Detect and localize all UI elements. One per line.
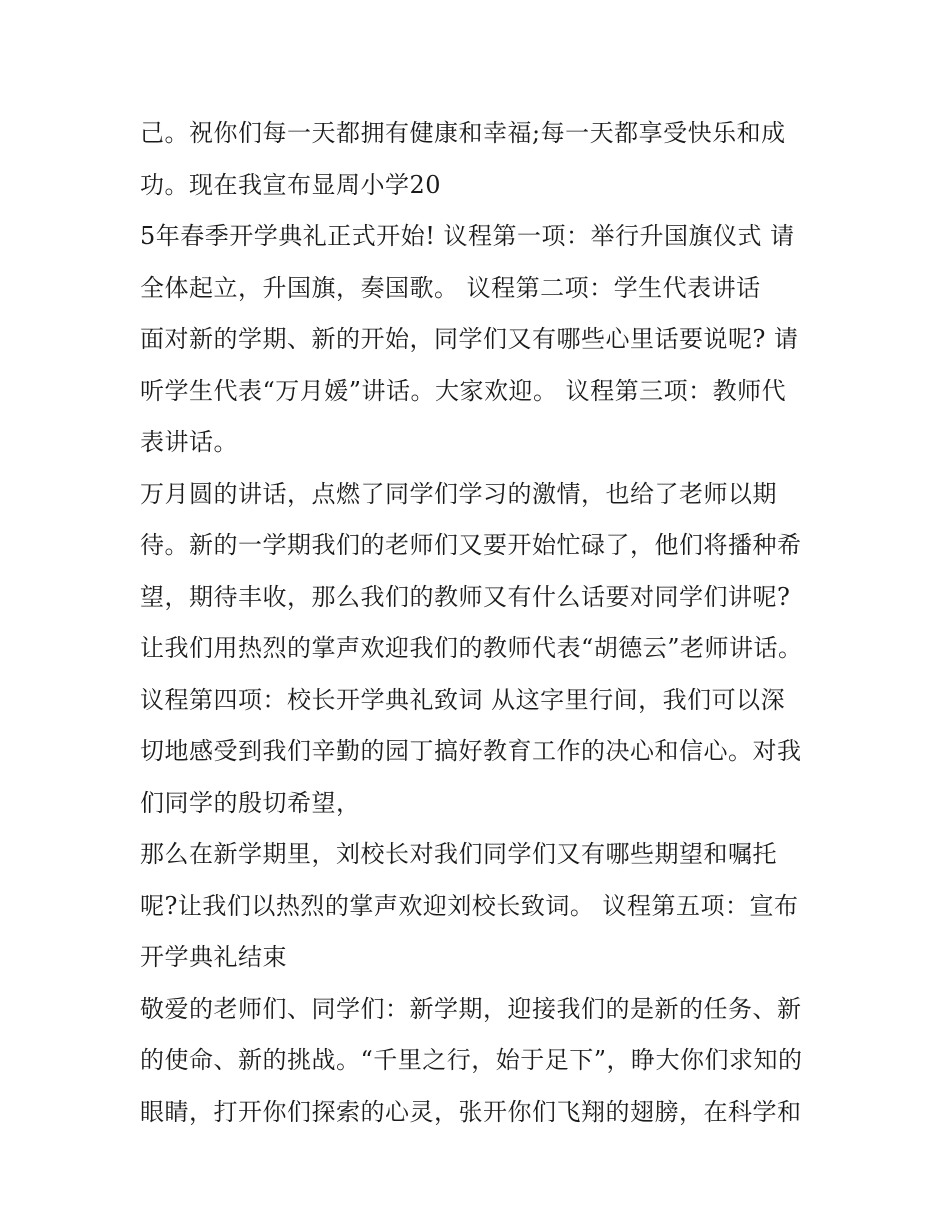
- text-line: 5年春季开学典礼正式开始! 议程第一项：举行升国旗仪式 请: [140, 222, 795, 250]
- text-line: 切地感受到我们辛勤的园丁搞好教育工作的决心和信心。对我: [140, 737, 802, 765]
- text-line: 让我们用热烈的掌声欢迎我们的教师代表“胡德云”老师讲话。: [140, 634, 803, 662]
- text-line: 那么在新学期里，刘校长对我们同学们又有哪些期望和嘱托: [140, 840, 777, 868]
- document-body: [140, 108, 830, 1138]
- text-line: 己。祝你们每一天都拥有健康和幸福;每一天都享受快乐和成: [140, 119, 786, 147]
- text-line: 待。新的一学期我们的老师们又要开始忙碌了，他们将播种希: [140, 531, 802, 559]
- text-line: 听学生代表“万月媛”讲话。大家欢迎。 议程第三项：教师代: [140, 376, 787, 405]
- text-line: 敬爱的老师们、同学们：新学期，迎接我们的是新的任务、新: [140, 994, 802, 1023]
- text-line: 的使命、新的挑战。“千里之行，始于足下”，睁大你们求知的: [140, 1046, 803, 1074]
- text-line: 望，期待丰收，那么我们的教师又有什么话要对同学们讲呢?: [140, 582, 791, 611]
- text-line: 功。现在我宣布显周小学20: [140, 170, 442, 199]
- text-line: 开学典礼结束: [140, 943, 287, 971]
- text-line: 表讲话。: [140, 428, 238, 456]
- text-line: 面对新的学期、新的开始，同学们又有哪些心里话要说呢? 请: [140, 325, 799, 353]
- text-line: 呢?让我们以热烈的掌声欢迎刘校长致词。 议程第五项：宣布: [140, 891, 799, 920]
- text-line: 们同学的殷切希望，: [140, 788, 361, 817]
- text-line: 议程第四项：校长开学典礼致词 从这字里行间，我们可以深: [140, 685, 786, 714]
- text-line: 万月圆的讲话，点燃了同学们学习的激情，也给了老师以期: [140, 479, 777, 508]
- text-line: 全体起立，升国旗，奏国歌。 议程第二项：学生代表讲话: [140, 273, 761, 302]
- text-line: 眼睛，打开你们探索的心灵，张开你们飞翔的翅膀，在科学和: [140, 1097, 802, 1126]
